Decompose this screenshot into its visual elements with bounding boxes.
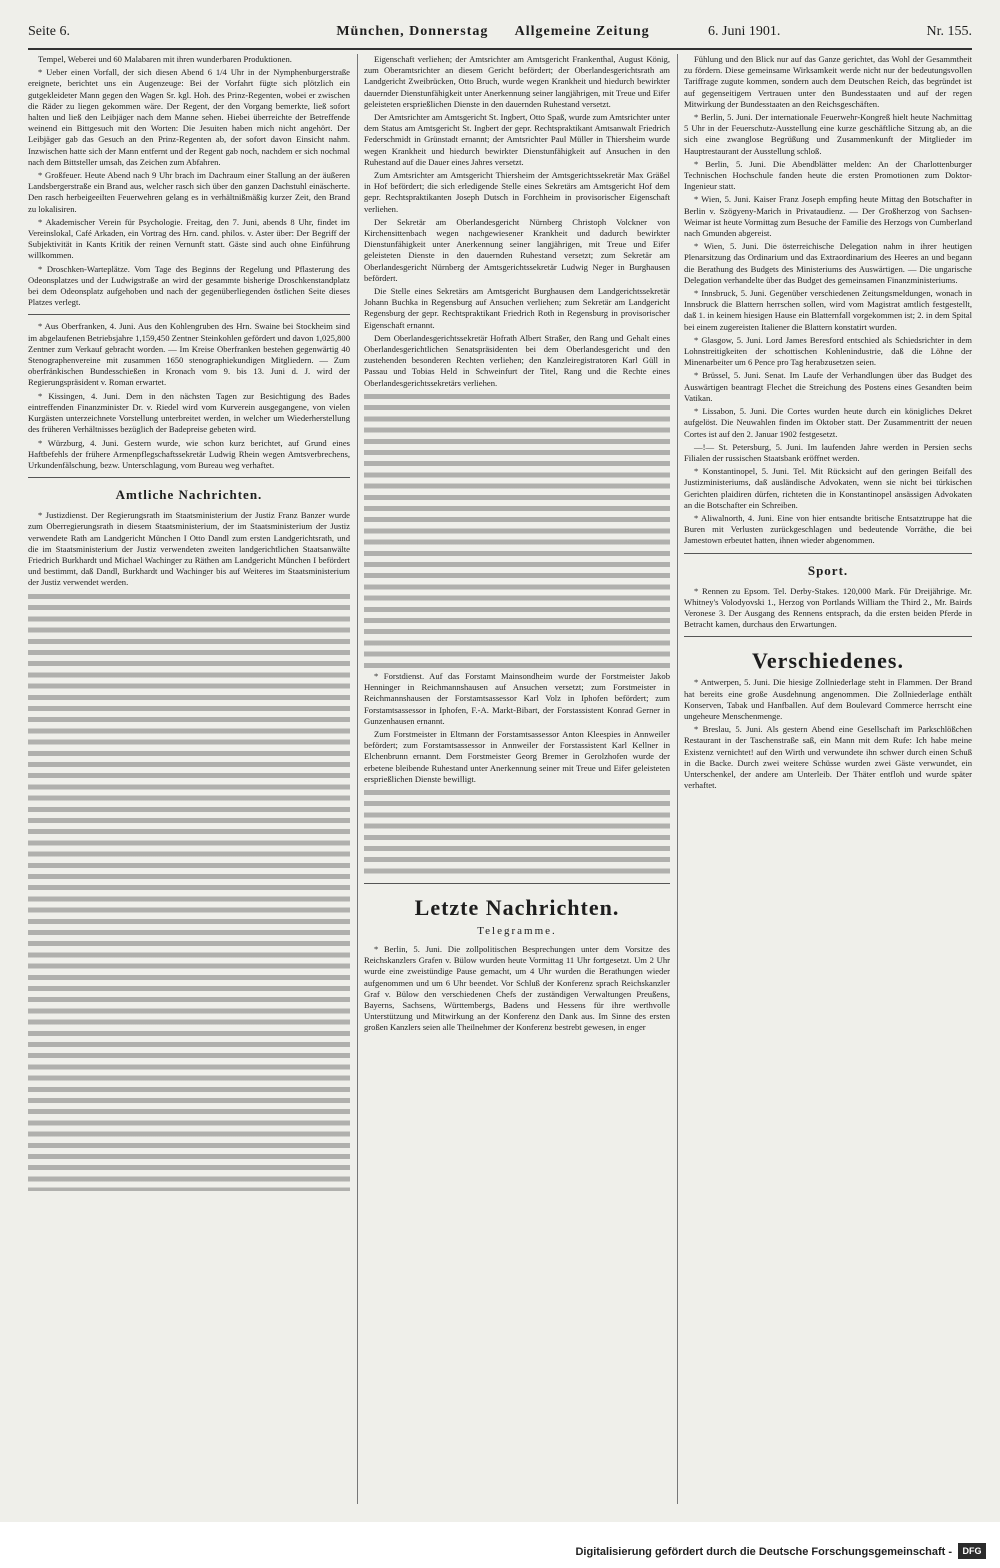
continued-text-lines xyxy=(364,391,670,671)
separator xyxy=(684,636,972,637)
article-text: * Breslau, 5. Juni. Als gestern Abend eine Gesellschaft im Parkschlößchen Restaurant in der Taschenstraße saß, ein Mann mit dem Rufe: Ich habe meine Existenz vernichtet! auf den Wirth und verwundete ihn schwer durch einen Schuß in die Backe. Durch zwei weitere Schüsse wurden zwei Gäste verwundet, ein Unterschenkel, der andere am Unterleib. Der Thäter entfloh und wurde später verhaftet. xyxy=(684,724,972,791)
dfg-logo-icon: DFG xyxy=(958,1543,986,1559)
article-text: * Glasgow, 5. Juni. Lord James Beresford entschied als Schiedsrichter in dem Lohnstreitigkeiten der schottischen Kohlenindustrie, daß die Löhne der Minenarbeiter um 6 Pence pro Tag herabzusetzen seien. xyxy=(684,334,972,368)
continued-text-lines xyxy=(28,591,350,1191)
article-text: Der Amtsrichter am Amtsgericht St. Ingbert, Otto Spaß, wurde zum Amtsrichter unter dem Status am Amtsgericht St. Ingbert der gepr. Rechtspraktikant Amtsanwalt Friedrich Federschmidt in Grünstadt ernannt; der Amtsrichter Paul Müller in Thiersheim wurde wegen Krankheit und hiedurch bewirkter Dienstunfähigkeit auf Ansuchen in den Ruhestand auf die Dauer eines Jahres versetzt. xyxy=(364,112,670,167)
separator xyxy=(28,314,350,315)
article-text: * Droschken-Warteplätze. Vom Tage des Beginns der Regelung und Pflasterung des Odeonsplatzes und der Ludwigstraße an wird der gesammte bisherige Droschkenstandplatz bei dem Odeonsplatz aufgehoben und nach der gegenüberliegenden östlichen Seite dieses Platzes verlegt. xyxy=(28,263,350,308)
article-text: * Konstantinopel, 5. Juni. Tel. Mit Rücksicht auf den geringen Beifall des Justizministeriums, daß ausländische Advokaten, wenn sie nicht bei türkischen Gerichten plaidiren dürfen, richteten die in Konstantinopel ansässigen Advokaten an die Botschafter ein Schreiben. xyxy=(684,466,972,510)
article-text: Fühlung und den Blick nur auf das Ganze gerichtet, das Wohl der Gesammtheit zu fördern. Diese gemeinsame Wirksamkeit werde nicht nur der bedeutungsvollen Tariffrage zugute kommen, sondern auch dem Deutschen Reich, das begründet ist auf gegenseitigem Vertrauen unter den Bundesstaaten und auf der regen Mitwirkung der Bundesstaaten an den Reichsgeschäften. xyxy=(684,54,972,109)
article-text: Die Stelle eines Sekretärs am Amtsgericht Burghausen dem Landgerichtssekretär Johann Buchka in Regensburg auf Ansuchen verliehen; zum Sekretär am Landgericht Regensburg der gepr. Rechtspraktikant Friedrich Roth in Regensburg in provisorischer Eigenschaft ernannt. xyxy=(364,286,670,330)
column-1 xyxy=(28,54,350,1504)
page-number: Seite 6. xyxy=(28,24,70,39)
article-text: * Lissabon, 5. Juni. Die Cortes wurden heute durch ein königliches Dekret aufgelöst. Die Neuwahlen finden im Oktober statt. Der Zusammentritt der neuen Cortes ist auf den 2. Januar 1902 festgesetzt. xyxy=(684,406,972,439)
footer-credit: Digitalisierung gefördert durch die Deutsche Forschungsgemeinschaft - xyxy=(575,1546,952,1558)
section-heading-sport: Sport. xyxy=(807,562,849,578)
column-rule xyxy=(357,54,358,1504)
article-text: * Rennen zu Epsom. Tel. Derby-Stakes. 120,000 Mark. Für Dreijährige. Mr. Whitney's Volodyovski 1., Herzog von Portlands William the Third 2., Mr. Bairds Veronese 3. Der Ausgang des Rennens entsprach, da die ersten beiden Pferde in Betracht kamen, durchaus den Erwartungen. xyxy=(684,585,972,630)
article-text: * Großfeuer. Heute Abend nach 9 Uhr brach im Dachraum einer Stallung an der äußeren Landsbergerstraße ein Brand aus, welcher rasch sich über den ganzen Dachstuhl einäscherte. Den rasch herbeigeeilten Feuerwehren gelang es in verhältnißmäßig kurzer Zeit, den Brand zu lokalisiren. xyxy=(28,170,350,214)
article-text: * Antwerpen, 5. Juni. Die hiesige Zollniederlage steht in Flammen. Der Brand hat bereits eine große Ausdehnung angenommen. Die Zollniederlage enthält Konserven, Tabak und Hanfballen. Auf dem Boulevard Commerce herrscht eine ungeheure Menschenmenge. xyxy=(684,677,972,721)
article-text: * Akademischer Verein für Psychologie. Freitag, den 7. Juni, abends 8 Uhr, findet im Vereinslokal, Café Arkaden, ein Vortrag des Hrn. cand. philos. v. Aster über: Der Begriff der Subjektivität in Kants Kritik der reinen Vernunft statt. Gäste sind auch ohne Einführung willkommen. xyxy=(28,216,350,261)
article-text: * Kissingen, 4. Juni. Dem in den nächsten Tagen zur Besichtigung des Bades eintreffenden Finanzminister Dr. v. Riedel wird vom Kurverein ausgegangene, von vielen Kurgästen unterzeichnete Vorstellung unterbreitet werden, in welcher um Wiederherstellung des früheren Verhältnisses bezüglich der Badepreise gebeten wird. xyxy=(28,390,350,435)
article-text: * Würzburg, 4. Juni. Gestern wurde, wie schon kurz berichtet, auf Grund eines Haftbefehls der frühere Armenpflegschaftssekretär Ludwig Rhein wegen Amtsverbrechens, Urkundenfälschung, bezw. Unterschlagung, vom Bureau weg verhaftet. xyxy=(28,437,350,470)
column-3 xyxy=(684,54,972,1504)
digitization-footer xyxy=(0,1522,1000,1568)
article-text: * Aus Oberfranken, 4. Juni. Aus den Kohlengruben des Hrn. Swaine bei Stockheim sind im abgelaufenen Betriebsjahre 1,159,450 Zentner Steinkohlen gefördert und davon 1,025,800 Zentner zum Verkauf gebracht worden. — Im Kreise Oberfranken bestehen gegenwärtig 40 Stenographenvereine mit zusammen 1650 stenographiekundigen Mitgliedern. — Zum oberfränkischen Bundesschießen in Kronach vom 9. bis 13. Juni d. J. wird der Regierungspräsident v. Roman erwartet. xyxy=(28,321,350,388)
article-text: Tempel, Weberei und 60 Malabaren mit ihren wunderbaren Produktionen. xyxy=(38,54,292,64)
issue-number: Nr. 155. xyxy=(926,24,972,39)
separator xyxy=(364,883,670,884)
article-text: * Berlin, 5. Juni. Die zollpolitischen Besprechungen unter dem Vorsitze des Reichskanzlers Grafen v. Bülow wurden heute Vormittag 11 Uhr fortgesetzt. Um 2 Uhr wurde eine zweistündige Pause gemacht, um 4 Uhr wurden die Berathungen wieder aufgenommen und um 6 Uhr beendet. Vor Schluß der Konferenz sprach Reichskanzler Graf v. Bülow den verschiedenen Chefs der zuständigen Verwaltungen Preußens, Bayerns, Sachsens, Württembergs, Badens und Hessens für ihre werthvolle Unterstützung und Mitwirkung an der Konferenz den Dank aus. Im Sinne des ersten großen Kanzlers seien alle Theilnehmer der Konferenz bestrebt gewesen, in enger xyxy=(364,943,670,1033)
article-text: Zum Amtsrichter am Amtsgericht Thiersheim der Amtsgerichtssekretär Max Gräßel in Hof befördert; die sich erledigende Stelle eines Sekretärs am Amtsgericht Hof dem gepr. Rechtspraktikanten Joseph Dutsch in Forchheim in provisorischer Eigenschaft verliehen. xyxy=(364,170,670,214)
article-text: * Berlin, 5. Juni. Der internationale Feuerwehr-Kongreß hielt heute Nachmittag 5 Uhr in der Feuerschutz-Ausstellung eine kurze geschäftliche Sitzung ab, an die sich eine zwanglose Begrüßung und Zusammenkunft der Mitglieder im Hauptrestaurant der Ausstellung schloß. xyxy=(684,112,972,156)
article-text: * Forstdienst. Auf das Forstamt Mainsondheim wurde der Forstmeister Jakob Henninger in Reichmannshausen auf Ansuchen versetzt; zum Forstmeister in Reichmannshausen der Forstamtsassessor Karl Volz in Iphofen befördert; zum Forstamtsassessor in Iphofen, F.-A. Markt-Bibart, der Forstassistent Konrad Gerner in Gunzenhausen ernannt. xyxy=(364,670,670,726)
page-header xyxy=(28,22,972,50)
column-rule xyxy=(677,54,678,1504)
article-text: * Wien, 5. Juni. Die österreichische Delegation nahm in ihrer heutigen Plenarsitzung das Ordinarium und das Extraordinarium des Heeres an und begann die Berathung des Budgets des Ministeriums des Auswärtigen. — Die ungarische Delegation verhandelte über das Budget des gemeinsamen Finanzministeriums. xyxy=(684,241,972,285)
section-heading-letzte: Letzte Nachrichten. xyxy=(414,894,620,920)
article-text: Dem Oberlandesgerichtssekretär Hofrath Albert Straßer, den Rang und Gehalt eines Oberlandesgerichtlichen Senatspräsidenten bei dem Oberlandesgericht und den zustehenden besonderen Rechten verliehen; den Kanzleiregistratoren Karl Güll in Passau und Tobias Held in Schweinfurt der Titel, Rang und die Rechte eines Oberlandesgerichtssekretärs verliehen. xyxy=(364,332,670,388)
section-heading-verschiedenes: Verschiedenes. xyxy=(752,648,904,674)
section-heading-amtliche: Amtliche Nachrichten. xyxy=(115,487,263,503)
continued-text-lines xyxy=(364,787,670,877)
article-text: * Innsbruck, 5. Juni. Gegenüber verschiedenen Zeitungsmeldungen, wonach in Innsbruck die Blattern herrschen sollen, wird vom Magistrat amtlich festgestellt, daß 1. in keinem hiesigen Hause ein Blatternfall vorgekommen ist; 2. in dem Spital bei einem zugereisten Italiener die Blattern konstatirt wurden. xyxy=(684,288,972,332)
article-text: Der Sekretär am Oberlandesgericht Nürnberg Christoph Volckner von Kirchensittenbach wegen nachgewiesener Krankheit und dadurch bewirkter Dienstunfähigkeit unter Anerkennung seiner langjährigen, mit Treue und Eifer geleisteten Dienste in den dauernden Ruhestand versetzt; zum Sekretär am Oberlandesgericht Nürnberg der Amtsgerichtssekretär Ludwig Neger in Burghausen befördert. xyxy=(364,216,670,283)
masthead: Allgemeine Zeitung xyxy=(514,24,650,39)
article-text: * Berlin, 5. Juni. Die Abendblätter melden: An der Charlottenburger Technischen Hochschule fanden heute die ersten Promotionen zum Doktor-Ingenieur statt. xyxy=(684,158,972,192)
column-2 xyxy=(364,54,670,1504)
article-text: * Justizdienst. Der Regierungsrath im Staatsministerium der Justiz Franz Banzer wurde zum Oberregierungsrath in diesem Staatsministerium, der im Staatsministerium der Justiz verwendete Rath am Landgericht München I Otto Dandl zum ersten Landgerichtsrath, und die im Staatsministerium der Justiz verwendeten zweiten landgerichtlichen Staatsanwälte Friedrich Burkhardt und Michael Wachinger zu Räthen am Landgericht München I befördert und bestimmt, daß Dandl, Burkhardt und Wachinger bis auf Weiteres im Staatsministerium der Justiz verwendet werden. xyxy=(28,510,350,588)
issue-date: 6. Juni 1901. xyxy=(708,24,781,39)
article-text: * Aliwalnorth, 4. Juni. Eine von hier entsandte britische Entsatztruppe hat die Buren mit Verlusten zurückgeschlagen und bedeutende Vorräthe, die bei Jamestown erbeutet hatten, ihnen wieder abgenommen. xyxy=(684,512,972,546)
article-text: * Wien, 5. Juni. Kaiser Franz Joseph empfing heute Mittag den Botschafter in Berlin v. Szögyeny-Marich in Privataudienz. — Der Großherzog von Sachsen-Weimar ist heute Vormittag zum Besuche der Familie des Herzogs von Cumberland nach Gmunden abgereist. xyxy=(684,194,972,239)
article-text: Zum Forstmeister in Eltmann der Forstamtsassessor Anton Kleespies in Annweiler befördert; zum Forstamtsassessor in Annweiler der Forstassistent Karl Kellner in Elchenbrunn ernannt. Dem Forstmeister Georg Bremer in Gerolzhofen wurde der erbetene bleibende Ruhestand unter Anerkennung seiner mit Treue und Eifer geleisteten ersprießlichen Dienste bewilligt. xyxy=(364,728,670,784)
place-day: München, Donnerstag xyxy=(336,24,489,39)
separator xyxy=(684,553,972,554)
article-text: * Ueber einen Vorfall, der sich diesen Abend 6 1/4 Uhr in der Nymphenburgerstraße ereignete, berichtet uns ein Augenzeuge: Bei der Vorfahrt fügte sich plötzlich ein gutgekleideter Mann gegen den Wagen Sr. kgl. Hoh. des Prinz-Regenten, wobei er zwischen die Räder zu liegen gekommen wäre. Der Regent, der den Vorgang bemerkte, ließ sofort halten und ließ den Leibjäger nach dem Manne sehen. Hiebei überreichte der Betreffende weinend ein Bittgesuch mit den Worten: Die Jesuiten haben mich nicht angehört. Der Leibjäger gab das Gesuch an den Prinz-Regenten ab, der sofort davon Einsicht nahm. Inzwischen hatte sich der Mann entfernt und der Regent gab noch, nachdem er sich nochmal nach dem Bittsteller umsah, das Zeichen zum Abfahren. xyxy=(28,67,350,167)
article-text: * Brüssel, 5. Juni. Senat. Im Laufe der Verhandlungen über das Budget des Auswärtigen beantragt Flechet die Streichung des Postens eines Gesandten beim Vatikan. xyxy=(684,370,972,403)
subheading-telegramme: Telegramme. xyxy=(477,924,557,937)
article-text: —!— St. Petersburg, 5. Juni. Im laufenden Jahre werden in Persien sechs Filialen der russischen Staatsbank eröffnet werden. xyxy=(684,441,972,463)
article-text: Eigenschaft verliehen; der Amtsrichter am Amtsgericht Frankenthal, August König, zum Oberamtsrichter an diesem Gericht befördert; der Oberlandesgerichtsrath am Landgericht Zweibrücken, Otto Bruch, wurde wegen Krankheit und hiedurch bewirkter dauernder Dienstunfähigkeit unter Anerkennung seiner langjährigen, mit Treue und Eifer geleisteten ersprießlichen Dienste in den dauernden Ruhestand versetzt. xyxy=(364,54,670,109)
separator xyxy=(28,477,350,478)
